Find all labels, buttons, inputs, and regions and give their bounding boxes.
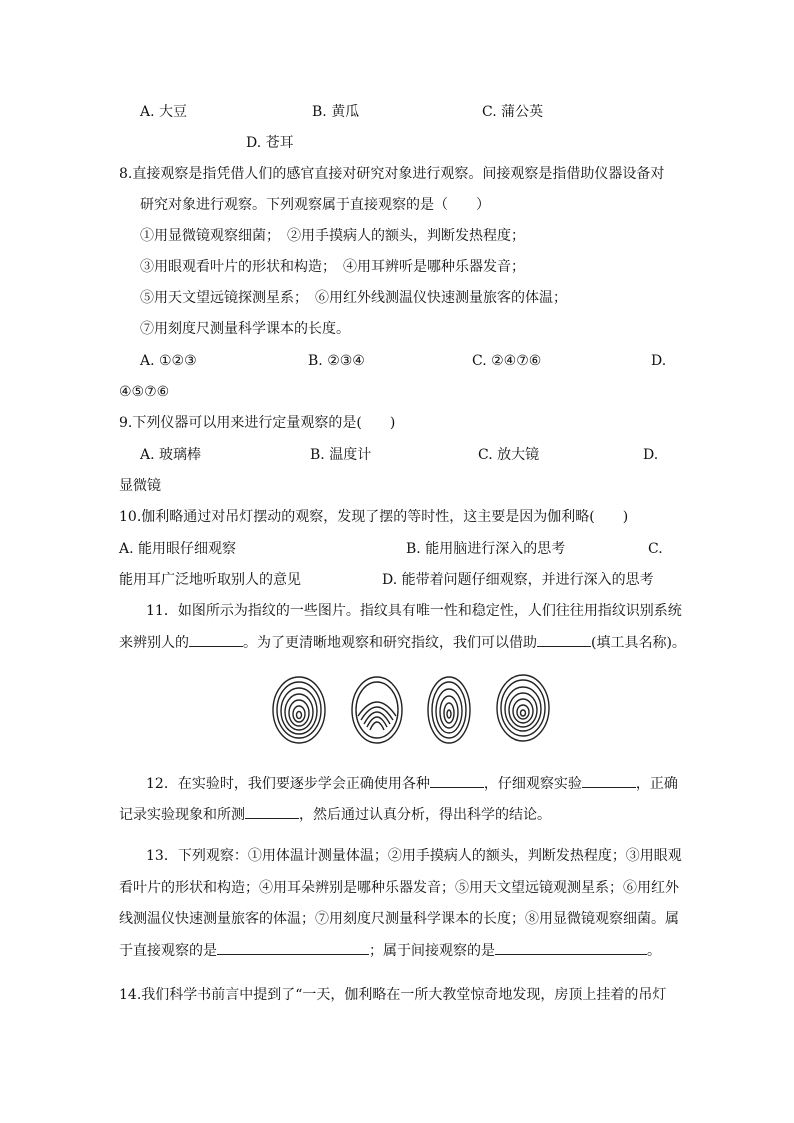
fingerprint-image-1 — [270, 670, 328, 746]
q13-text-b: ；属于间接观察的是 — [369, 943, 495, 959]
q8-item-line-4: ⑦用刻度尺测量科学课本的长度。 — [140, 321, 350, 337]
q11-text-b: 。为了更清晰地观察和研究指纹，我们可以借助 — [243, 635, 537, 651]
q13-text-a: 于直接观察的是 — [119, 943, 217, 959]
q8-stem-line-1: 8.直接观察是指凭借人们的感官直接对研究对象进行观察。间接观察是指借助仪器设备对 — [119, 166, 665, 182]
q8-option-c: C. ②④⑦⑥ — [472, 353, 542, 369]
q12-blank-1[interactable] — [430, 773, 484, 788]
fingerprint-image-4 — [494, 670, 552, 744]
q14-line-1: 14.我们科学书前言中提到了“一天，伽利略在一所大教堂惊奇地发现，房顶上挂着的吊灯 — [119, 987, 667, 1003]
q10-option-b: B. 能用脑进行深入的思考 — [406, 541, 566, 557]
q10-option-c-label: C. — [648, 541, 663, 557]
q8-item-line-3: ⑤用天文望远镜探测星系； ⑥用红外线测温仪快速测量旅客的体温； — [140, 290, 567, 306]
q8-option-d-value: ④⑤⑦⑥ — [119, 384, 170, 400]
q8-item-line-2: ③用眼观看叶片的形状和构造； ④用耳辨听是哪种乐器发音； — [140, 259, 525, 275]
q7-option-c: C. 蒲公英 — [482, 104, 544, 120]
q13-blank-1[interactable] — [217, 940, 369, 955]
fingerprint-image-3 — [426, 670, 472, 746]
q13-line-1: 13．下列观察：①用体温计测量体温；②用手摸病人的额头，判断发热程度；③用眼观 — [146, 848, 682, 864]
q10-option-a: A. 能用眼仔细观察 — [119, 541, 237, 557]
q13-line-3: 线测温仪快速测量旅客的体温；⑦用刻度尺测量科学课本的长度；⑧用显微镜观察细菌。属 — [119, 911, 679, 927]
q12-text-a: 12．在实验时，我们要逐步学会正确使用各种 — [146, 776, 430, 792]
q9-option-a: A. 玻璃棒 — [140, 447, 202, 463]
q13-text-c: 。 — [647, 943, 661, 959]
q7-option-b: B. 黄瓜 — [312, 104, 360, 120]
q13-line-4 — [119, 940, 661, 961]
q11-text-c: (填工具名称)。 — [591, 635, 686, 651]
q12-blank-3[interactable] — [245, 804, 299, 819]
q8-stem-line-2: 研究对象进行观察。下列观察属于直接观察的是（ ） — [140, 197, 490, 213]
q10-option-c-value: 能用耳广泛地听取别人的意见 — [119, 572, 301, 588]
q12-text-e: ，然后通过认真分析，得出科学的结论。 — [299, 807, 551, 823]
q9-option-b: B. 温度计 — [310, 447, 372, 463]
q11-line-2 — [119, 632, 686, 653]
q12-text-d: 记录实验现象和所测 — [119, 807, 245, 823]
fingerprint-image-2 — [350, 670, 404, 746]
q8-option-b: B. ②③④ — [308, 353, 365, 369]
q8-option-d-label: D. — [651, 353, 667, 369]
q7-option-d: D. 苍耳 — [246, 135, 294, 151]
q12-line-2 — [119, 804, 551, 825]
q10-option-d: D. 能带着问题仔细观察，并进行深入的思考 — [382, 572, 654, 588]
q10-stem: 10.伽利略通过对吊灯摆动的观察，发现了摆的等时性，这主要是因为伽利略( ) — [119, 509, 629, 525]
q13-blank-2[interactable] — [495, 940, 647, 955]
q12-text-c: ，正确 — [635, 776, 678, 792]
q9-option-c: C. 放大镜 — [478, 447, 540, 463]
q9-option-d-value: 显微镜 — [119, 478, 161, 494]
q9-stem: 9.下列仪器可以用来进行定量观察的是( ) — [119, 415, 396, 431]
fingerprint-figure — [262, 670, 562, 750]
q7-option-a: A. 大豆 — [140, 104, 188, 120]
q11-text-a: 来辨别人的 — [119, 635, 189, 651]
q9-option-d-label: D. — [643, 447, 659, 463]
q11-blank-2[interactable] — [537, 632, 591, 647]
q8-option-a: A. ①②③ — [140, 353, 197, 369]
q11-blank-1[interactable] — [189, 632, 243, 647]
q11-line-1: 11．如图所示为指纹的一些图片。指纹具有唯一性和稳定性，人们往往用指纹识别系统 — [146, 603, 682, 619]
q8-item-line-1: ①用显微镜观察细菌； ②用手摸病人的额头，判断发热程度； — [140, 228, 525, 244]
q12-text-b: ，仔细观察实验 — [483, 776, 582, 792]
q12-line-1 — [146, 773, 678, 794]
q12-blank-2[interactable] — [582, 773, 636, 788]
q13-line-2: 看叶片的形状和构造；④用耳朵辨别是哪种乐器发音；⑤用天文望远镜观测星系；⑥用红外 — [119, 880, 679, 896]
